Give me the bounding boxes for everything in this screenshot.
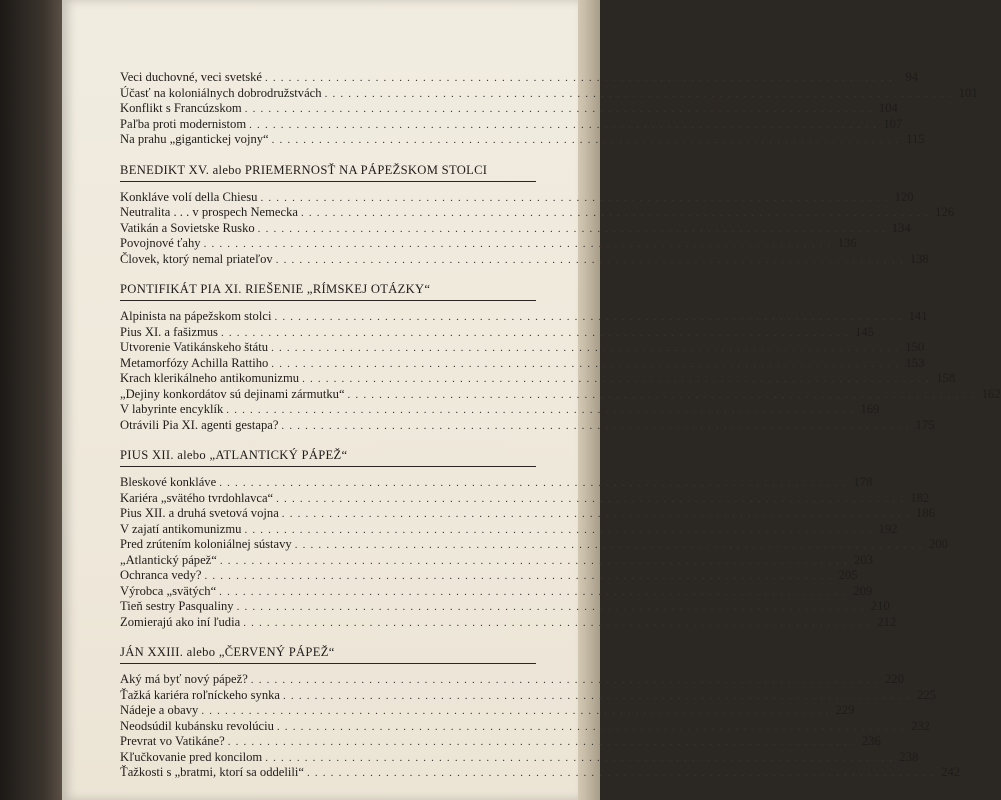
toc-entry-title: Tieň sestry Pasqualiny xyxy=(120,599,234,613)
toc-section xyxy=(120,280,1001,433)
toc-leader-dots: . . . . . . . . . . . . . . . . . . . . . . . . . . . . . . . . . . . . . . . . . . . . . . . . . . . . . . . . . . . . . . . . . . . . . . . . . . . . . . . . xyxy=(226,404,855,416)
toc-entry-page: 153 xyxy=(905,355,925,370)
toc-entry-title: Krach klerikálneho antikomunizmu xyxy=(120,371,300,385)
toc-leader-dots: . . . . . . . . . . . . . . . . . . . . . . . . . . . . . . . . . . . . . . . . . . . . . . . . . . . . . . . . . . . . . . . . . . . . . . . . . . . . . . . . xyxy=(306,767,936,779)
toc-entry-page: 136 xyxy=(837,236,857,250)
toc-entry-page: 141 xyxy=(908,309,928,323)
toc-entry xyxy=(120,521,898,538)
toc-section xyxy=(120,161,955,268)
table-of-contents xyxy=(120,70,1001,781)
toc-leader-dots: . . . . . . . . . . . . . . . . . . . . . . . . . . . . . . . . . . . . . . . . . . . . . . . . . . . . . . . . . . . . . . . . . . . . . . . . . . . . . . . . xyxy=(236,601,865,613)
toc-entry xyxy=(120,85,978,102)
toc-entry-title: Konkláve volí della Chiesu xyxy=(120,189,258,204)
toc-entry-page: 232 xyxy=(911,718,930,733)
toc-leader-dots: . . . . . . . . . . . . . . . . . . . . . . . . . . . . . . . . . . . . . . . . . . . . . . . . . . . . . . . . . . . . . . . . . . . . . . . . . . . . . . . . xyxy=(219,554,848,567)
toc-entry xyxy=(120,309,928,325)
toc-entry xyxy=(120,765,961,781)
toc-leader-dots: . . . . . . . . . . . . . . . . . . . . . . . . . . . . . . . . . . . . . . . . . . . . . . . . . . . . . . . . . . . . . . . . . . . . . . . . . . . . . . . . xyxy=(276,492,905,505)
toc-entry-title: Neodsúdil kubánsku revolúciu xyxy=(120,718,274,733)
toc-entry-page: 175 xyxy=(915,417,935,432)
toc-entry-page: 178 xyxy=(853,475,873,489)
toc-entry-page: 162 xyxy=(981,386,1001,401)
toc-entry-page: 150 xyxy=(905,340,925,354)
toc-leader-dots: . . . . . . . . . . . . . . . . . . . . . . . . . . . . . . . . . . . . . . . . . . . . . . . . . . . . . . . . . . . . . . . . . . . . . . . . . . . . . . . . xyxy=(283,689,912,702)
toc-entry-title: Vatikán a Sovietske Rusko xyxy=(120,220,255,235)
toc-entry-page: 212 xyxy=(877,614,897,629)
toc-entry xyxy=(120,703,855,719)
toc-leader-dots: . . . . . . . . . . . . . . . . . . . . . . . . . . . . . . . . . . . . . . . . . . . . . . . . . . . . . . . . . . . . . . . . . . . . . . . . . . . . . . . . xyxy=(271,342,900,354)
toc-entry-page: 200 xyxy=(928,537,948,551)
book-spine-shadow xyxy=(0,0,62,800)
toc-entry-page: 134 xyxy=(891,220,911,235)
toc-entry-page: 236 xyxy=(861,734,881,748)
toc-leader-dots: . . . . . . . . . . . . . . . . . . . . . . . . . . . . . . . . . . . . . . . . . . . . . . . . . . . . . . . . . . . . . . . . . . . . . . . . . . . . . . . . xyxy=(227,736,856,748)
toc-entry-page: 192 xyxy=(878,521,898,536)
toc-entry-page: 242 xyxy=(941,765,961,779)
toc-leader-dots: . . . . . . . . . . . . . . . . . . . . . . . . . . . . . . . . . . . . . . . . . . . . . . . . . . . . . . . . . . . . . . . . . . . . . . . . . . . . . . . . xyxy=(203,238,832,250)
toc-entry-page: 145 xyxy=(855,324,875,339)
toc-entry-page: 107 xyxy=(883,116,903,131)
toc-entry-title: Veci duchovné, veci svetské xyxy=(120,70,262,84)
toc-entry-title: „Atlantický pápež“ xyxy=(120,552,217,567)
toc-entry xyxy=(120,132,925,148)
toc-leader-dots: . . . . . . . . . . . . . . . . . . . . . . . . . . . . . . . . . . . . . . . . . . . . . . . . . . . . . . . . . . . . . . . . . . . . . . . . . . . . . . . . xyxy=(302,373,931,385)
toc-leader-dots: . . . . . . . . . . . . . . . . . . . . . . . . . . . . . . . . . . . . . . . . . . . . . . . . . . . . . . . . . . . . . . . . . . . . . . . . . . . . . . . . xyxy=(260,191,889,204)
toc-entry xyxy=(120,324,875,341)
toc-leader-dots: . . . . . . . . . . . . . . . . . . . . . . . . . . . . . . . . . . . . . . . . . . . . . . . . . . . . . . . . . . . . . . . . . . . . . . . . . . . . . . . . xyxy=(257,222,886,235)
toc-entry xyxy=(120,506,935,522)
toc-leader-dots: . . . . . . . . . . . . . . . . . . . . . . . . . . . . . . . . . . . . . . . . . . . . . . . . . . . . . . . . . . . . . . . . . . . . . . . . . . . . . . . . xyxy=(324,87,953,100)
toc-entry-page: 169 xyxy=(860,402,880,416)
toc-leader-dots: . . . . . . . . . . . . . . . . . . . . . . . . . . . . . . . . . . . . . . . . . . . . . . . . . . . . . . . . . . . . . . . . . . . . . . . . . . . . . . . . xyxy=(219,585,848,598)
section-rule xyxy=(120,300,536,301)
toc-leader-dots: . . . . . . . . . . . . . . . . . . . . . . . . . . . . . . . . . . . . . . . . . . . . . . . . . . . . . . . . . . . . . . . . . . . . . . . . . . . . . . . . xyxy=(244,103,873,115)
toc-entry-title: Kľučkovanie pred koncilom xyxy=(120,749,263,764)
toc-leader-dots: . . . . . . . . . . . . . . . . . . . . . . . . . . . . . . . . . . . . . . . . . . . . . . . . . . . . . . . . . . . . . . . . . . . . . . . . . . . . . . . . xyxy=(274,311,903,323)
toc-entry xyxy=(120,552,873,569)
section-heading: BENEDIKT XV. alebo PRIEMERNOSŤ NA PÁPEŽSKOM STOLCI xyxy=(120,162,488,177)
toc-entry-page: 182 xyxy=(910,490,930,505)
toc-entry-title: Na prahu „gigantickej vojny“ xyxy=(120,132,269,146)
toc-entry-page: 158 xyxy=(936,371,956,385)
toc-entry xyxy=(120,371,956,387)
toc-entry-title: Neutralita . . . v prospech Nemecka xyxy=(120,205,298,219)
toc-entry-title: Utvorenie Vatikánskeho štátu xyxy=(120,340,269,354)
section-rule xyxy=(120,663,536,664)
toc-entry-title: Ťažká kariéra roľníckeho synka xyxy=(120,687,281,702)
toc-entry xyxy=(120,490,930,507)
toc-entry-title: Človek, ktorý nemal priateľov xyxy=(120,251,273,266)
toc-entry xyxy=(120,537,948,553)
toc-entry-page: 186 xyxy=(915,506,935,520)
toc-entry-page: 120 xyxy=(894,189,914,204)
toc-entry xyxy=(120,386,1001,403)
toc-entry-page: 203 xyxy=(854,552,873,567)
toc-entry-page: 205 xyxy=(838,568,858,582)
toc-leader-dots: . . . . . . . . . . . . . . . . . . . . . . . . . . . . . . . . . . . . . . . . . . . . . . . . . . . . . . . . . . . . . . . . . . . . . . . . . . . . . . . . xyxy=(201,705,830,717)
toc-entry-page: 115 xyxy=(906,132,925,146)
toc-entry-page: 238 xyxy=(899,749,919,764)
toc-leader-dots: . . . . . . . . . . . . . . . . . . . . . . . . . . . . . . . . . . . . . . . . . . . . . . . . . . . . . . . . . . . . . . . . . . . . . . . . . . . . . . . . xyxy=(219,477,848,489)
toc-entry xyxy=(120,70,919,86)
toc-entry xyxy=(120,599,890,615)
toc-entry-title: Pius XII. a druhá svetová vojna xyxy=(120,506,279,520)
toc-entry-title: Aký má byť nový pápež? xyxy=(120,672,248,686)
toc-entry-page: 220 xyxy=(884,672,904,686)
toc-entry-title: Paľba proti modernistom xyxy=(120,116,247,131)
toc-entry-page: 94 xyxy=(905,70,919,84)
toc-entry xyxy=(120,583,873,600)
toc-entry-page: 101 xyxy=(958,85,978,100)
toc-entry xyxy=(120,189,914,206)
toc-entry xyxy=(120,475,873,491)
toc-entry-page: 225 xyxy=(917,687,937,702)
toc-entry-title: Kariéra „svätého tvrdohlavca“ xyxy=(120,490,274,505)
toc-entry-title: Ochranca vedy? xyxy=(120,568,202,582)
toc-entry xyxy=(120,251,929,268)
toc-entry-title: V labyrinte encyklík xyxy=(120,402,224,416)
toc-leader-dots: . . . . . . . . . . . . . . . . . . . . . . . . . . . . . . . . . . . . . . . . . . . . . . . . . . . . . . . . . . . . . . . . . . . . . . . . . . . . . . . . xyxy=(347,388,976,401)
toc-leader-dots: . . . . . . . . . . . . . . . . . . . . . . . . . . . . . . . . . . . . . . . . . . . . . . . . . . . . . . . . . . . . . . . . . . . . . . . . . . . . . . . . xyxy=(281,419,910,432)
toc-entry-title: Alpinista na pápežskom stolci xyxy=(120,309,272,323)
toc-entry-title: Výrobca „svätých“ xyxy=(120,583,217,598)
toc-entry-title: Nádeje a obavy xyxy=(120,703,199,717)
toc-entry-page: 229 xyxy=(835,703,855,717)
toc-entry xyxy=(120,417,935,434)
toc-entry xyxy=(120,205,955,221)
toc-entry-title: Prevrat vo Vatikáne? xyxy=(120,734,225,748)
toc-section xyxy=(120,643,961,781)
toc-entry xyxy=(120,116,903,133)
toc-entry-page: 126 xyxy=(935,205,955,219)
toc-entry-page: 210 xyxy=(870,599,890,613)
toc-entry xyxy=(120,402,880,418)
toc-leader-dots: . . . . . . . . . . . . . . . . . . . . . . . . . . . . . . . . . . . . . . . . . . . . . . . . . . . . . . . . . . . . . . . . . . . . . . . . . . . . . . . . xyxy=(271,357,900,370)
toc-entry xyxy=(120,672,904,688)
toc-entry-title: Otrávili Pia XI. agenti gestapa? xyxy=(120,417,279,432)
toc-entry-title: Konflikt s Francúzskom xyxy=(120,101,242,115)
toc-entry xyxy=(120,355,925,372)
toc-entry-title: „Dejiny konkordátov sú dejinami zármutku“ xyxy=(120,386,345,401)
toc-section xyxy=(120,446,948,630)
toc-leader-dots: . . . . . . . . . . . . . . . . . . . . . . . . . . . . . . . . . . . . . . . . . . . . . . . . . . . . . . . . . . . . . . . . . . . . . . . . . . . . . . . . xyxy=(276,720,905,733)
toc-leader-dots: . . . . . . . . . . . . . . . . . . . . . . . . . . . . . . . . . . . . . . . . . . . . . . . . . . . . . . . . . . . . . . . . . . . . . . . . . . . . . . . . xyxy=(264,72,894,84)
section-rule xyxy=(120,466,536,467)
toc-entry xyxy=(120,340,925,356)
toc-leader-dots: . . . . . . . . . . . . . . . . . . . . . . . . . . . . . . . . . . . . . . . . . . . . . . . . . . . . . . . . . . . . . . . . . . . . . . . . . . . . . . . . xyxy=(275,253,904,266)
section-heading: PONTIFIKÁT PIA XI. RIEŠENIE „RÍMSKEJ OTÁZKY“ xyxy=(120,282,431,296)
book-page xyxy=(62,0,1001,800)
toc-entry-title: Zomierajú ako iní ľudia xyxy=(120,614,241,629)
toc-entry-title: Povojnové ťahy xyxy=(120,236,201,250)
toc-entry-title: Bleskové konkláve xyxy=(120,475,217,489)
toc-entry-page: 104 xyxy=(878,101,898,115)
toc-top-entries xyxy=(120,70,978,148)
toc-leader-dots: . . . . . . . . . . . . . . . . . . . . . . . . . . . . . . . . . . . . . . . . . . . . . . . . . . . . . . . . . . . . . . . . . . . . . . . . . . . . . . . . xyxy=(204,570,833,582)
toc-leader-dots: . . . . . . . . . . . . . . . . . . . . . . . . . . . . . . . . . . . . . . . . . . . . . . . . . . . . . . . . . . . . . . . . . . . . . . . . . . . . . . . . xyxy=(249,118,878,131)
toc-entry xyxy=(120,749,919,766)
toc-entry-page: 138 xyxy=(909,251,929,266)
toc-entry-title: Účasť na koloniálnych dobrodružstvách xyxy=(120,85,322,100)
toc-leader-dots: . . . . . . . . . . . . . . . . . . . . . . . . . . . . . . . . . . . . . . . . . . . . . . . . . . . . . . . . . . . . . . . . . . . . . . . . . . . . . . . . xyxy=(294,539,923,551)
toc-entry-title: Ťažkosti s „bratmi, ktorí sa oddelili“ xyxy=(120,765,304,779)
toc-entry xyxy=(120,101,898,117)
toc-leader-dots: . . . . . . . . . . . . . . . . . . . . . . . . . . . . . . . . . . . . . . . . . . . . . . . . . . . . . . . . . . . . . . . . . . . . . . . . . . . . . . . . xyxy=(250,674,879,686)
toc-leader-dots: . . . . . . . . . . . . . . . . . . . . . . . . . . . . . . . . . . . . . . . . . . . . . . . . . . . . . . . . . . . . . . . . . . . . . . . . . . . . . . . . xyxy=(265,751,894,764)
toc-entry xyxy=(120,614,897,631)
section-heading: PIUS XII. alebo „ATLANTICKÝ PÁPEŽ“ xyxy=(120,448,348,462)
toc-leader-dots: . . . . . . . . . . . . . . . . . . . . . . . . . . . . . . . . . . . . . . . . . . . . . . . . . . . . . . . . . . . . . . . . . . . . . . . . . . . . . . . . xyxy=(301,207,930,219)
toc-entry xyxy=(120,718,930,735)
toc-entry-title: Metamorfózy Achilla Rattiho xyxy=(120,355,269,370)
toc-entry xyxy=(120,568,858,584)
toc-entry-title: V zajatí antikomunizmu xyxy=(120,521,242,536)
toc-entry xyxy=(120,236,857,252)
toc-leader-dots: . . . . . . . . . . . . . . . . . . . . . . . . . . . . . . . . . . . . . . . . . . . . . . . . . . . . . . . . . . . . . . . . . . . . . . . . . . . . . . . . xyxy=(271,134,900,146)
toc-leader-dots: . . . . . . . . . . . . . . . . . . . . . . . . . . . . . . . . . . . . . . . . . . . . . . . . . . . . . . . . . . . . . . . . . . . . . . . . . . . . . . . . xyxy=(244,523,873,536)
toc-entry-title: Pred zrútením koloniálnej sústavy xyxy=(120,537,292,551)
toc-leader-dots: . . . . . . . . . . . . . . . . . . . . . . . . . . . . . . . . . . . . . . . . . . . . . . . . . . . . . . . . . . . . . . . . . . . . . . . . . . . . . . . . xyxy=(243,616,872,629)
section-heading: JÁN XXIII. alebo „ČERVENÝ PÁPEŽ“ xyxy=(120,645,335,659)
toc-entry xyxy=(120,734,881,750)
toc-entry xyxy=(120,220,911,237)
toc-leader-dots: . . . . . . . . . . . . . . . . . . . . . . . . . . . . . . . . . . . . . . . . . . . . . . . . . . . . . . . . . . . . . . . . . . . . . . . . . . . . . . . . xyxy=(220,326,850,339)
toc-leader-dots: . . . . . . . . . . . . . . . . . . . . . . . . . . . . . . . . . . . . . . . . . . . . . . . . . . . . . . . . . . . . . . . . . . . . . . . . . . . . . . . . xyxy=(281,508,910,520)
toc-entry xyxy=(120,687,937,704)
toc-entry-page: 209 xyxy=(853,583,873,598)
section-rule xyxy=(120,181,536,182)
toc-entry-title: Pius XI. a fašizmus xyxy=(120,324,218,339)
